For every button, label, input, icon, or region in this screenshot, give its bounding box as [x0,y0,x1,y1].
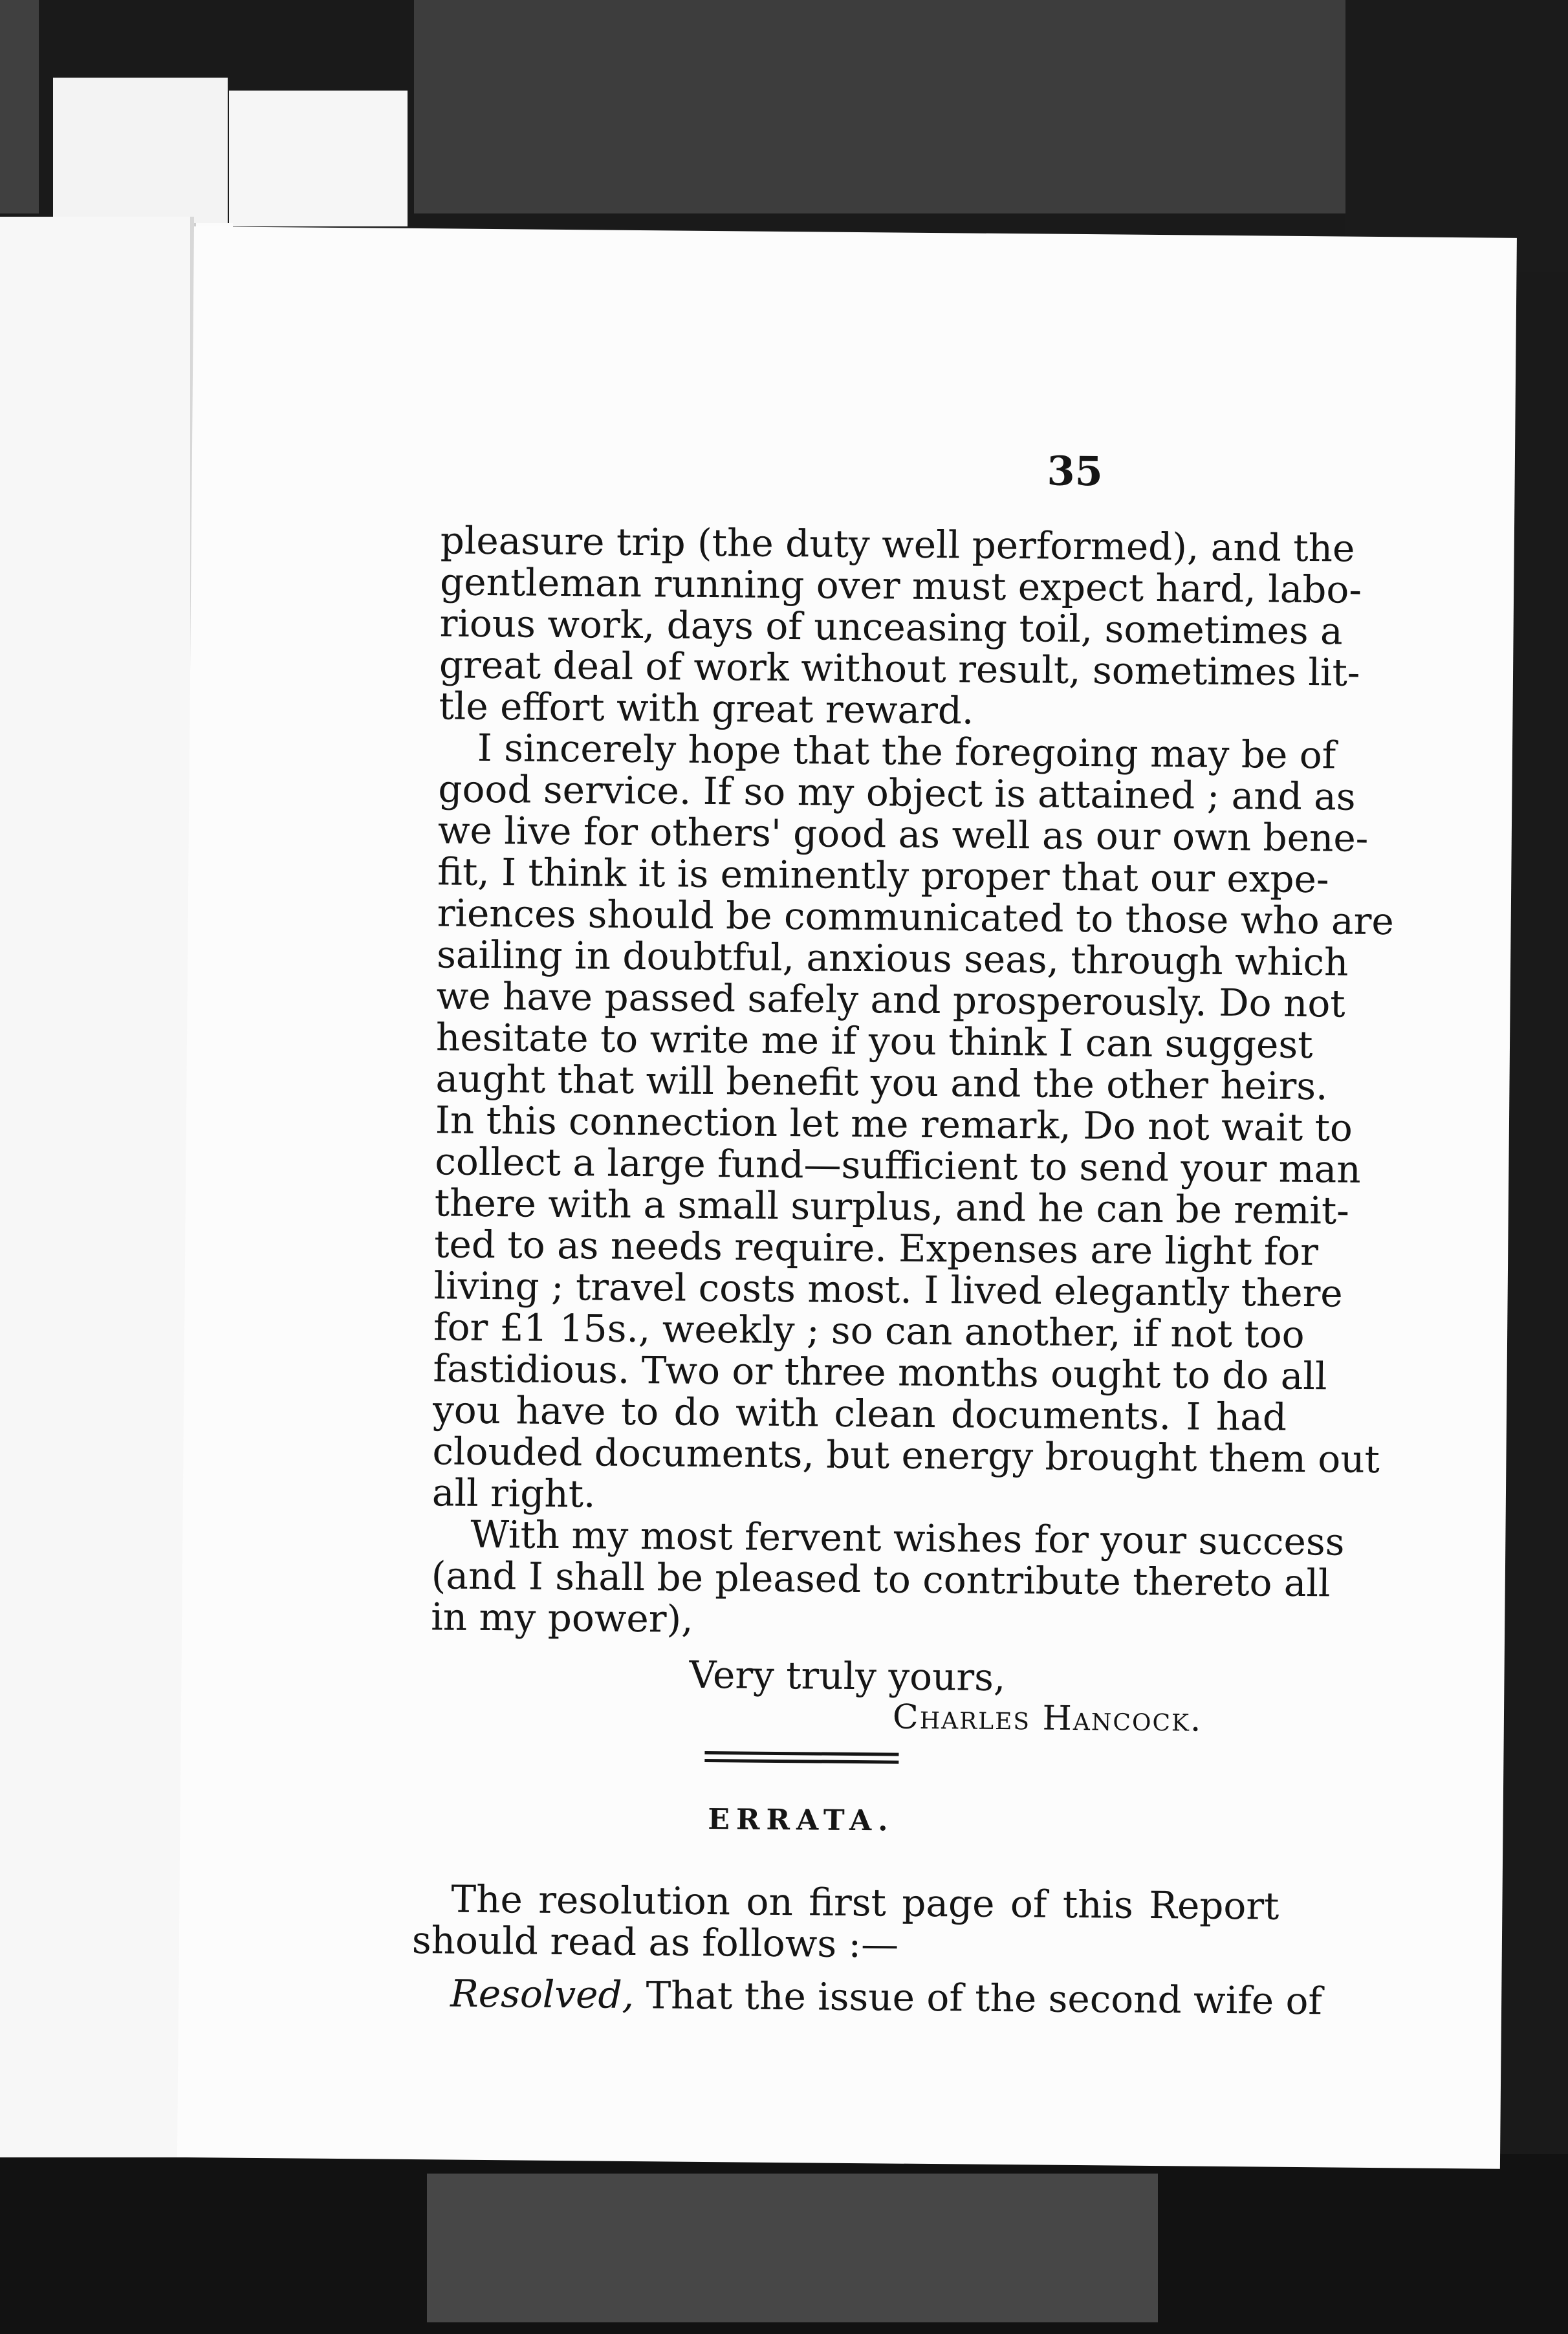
text-line: tle effort with great reward. [439,684,974,733]
text-line: pleasure trip (the duty well performed), and the [440,518,1355,571]
text-line: The resolution on first page of this Report [451,1877,1279,1928]
text-line: aught that will benefit you and the other heirs. [435,1056,1328,1109]
text-line: should read as follows :— [411,1918,899,1967]
text-line: I sincerely hope that the foregoing may be of [477,725,1336,778]
text-line: good service. If so my object is attained ; and as [438,767,1356,819]
text-line: all right. [431,1470,596,1516]
divider-rule [704,1759,898,1764]
paragraph-3 [430,1512,1345,1645]
background-top [414,0,1345,213]
resolved-line [411,1971,1323,2023]
resolved-text: That the issue of the second wife of [633,1973,1323,2023]
paper-tab-right [229,91,408,226]
background-bottom-strip [427,2174,1158,2322]
text-line: riences should be communicated to those who are [437,891,1395,944]
letter-signature: Charles Hancock. [892,1697,1203,1740]
text-line: sailing in doubtful, anxious seas, through which [436,932,1349,985]
text-line: fastidious. Two or three months ought to do all [433,1346,1327,1399]
text-line: (and I shall be pleased to contribute thereto all [431,1553,1331,1606]
text-line: we have passed safely and prosperously. Do not [436,974,1345,1026]
text-line: fit, I think it is eminently proper that our expe- [437,849,1329,902]
left-page-edge [0,217,194,2157]
text-line: gentleman running over must expect hard, labo- [439,560,1362,612]
letter-closing: Very truly yours, [689,1652,1006,1700]
text-line: collect a large fund—sufficient to send your man [435,1139,1361,1192]
text-line: ted to as needs require. Expenses are light for [433,1222,1319,1274]
paper-tab-left [53,78,228,226]
divider-rule [704,1751,898,1756]
text-line: in my power), [430,1595,693,1641]
text-line: you have to do with clean documents. I had [432,1388,1287,1439]
resolved-word: Resolved, [450,1971,635,2018]
text-line: living ; travel costs most. I lived elegantly there [433,1263,1343,1316]
text-line: With my most fervent wishes for your success [470,1512,1345,1564]
text-line: In this connection let me remark, Do not wait to [435,1098,1353,1150]
text-line: we live for others' good as well as our own bene- [437,808,1369,860]
text-line: hesitate to write me if you think I can suggest [435,1015,1313,1067]
text-line: there with a small surplus, and he can be remit- [434,1181,1350,1233]
background-left [0,0,39,213]
paragraph-1 [439,518,1362,734]
page-number: 35 [1047,447,1104,496]
paragraph-2 [431,725,1395,1520]
letter-body [430,518,1395,1644]
text-line: great deal of work without result, sometimes lit- [439,642,1360,695]
text-line: rious work, days of unceasing toil, sometimes a [439,601,1343,653]
text-line: for £1 15s., weekly ; so can another, if not too [433,1305,1305,1357]
background-top-right [1345,0,1568,272]
text-line: clouded documents, but energy brought them out [432,1429,1380,1482]
errata-body [411,1877,1323,2023]
errata-heading: ERRATA. [708,1803,895,1838]
document-page [177,226,1517,2169]
